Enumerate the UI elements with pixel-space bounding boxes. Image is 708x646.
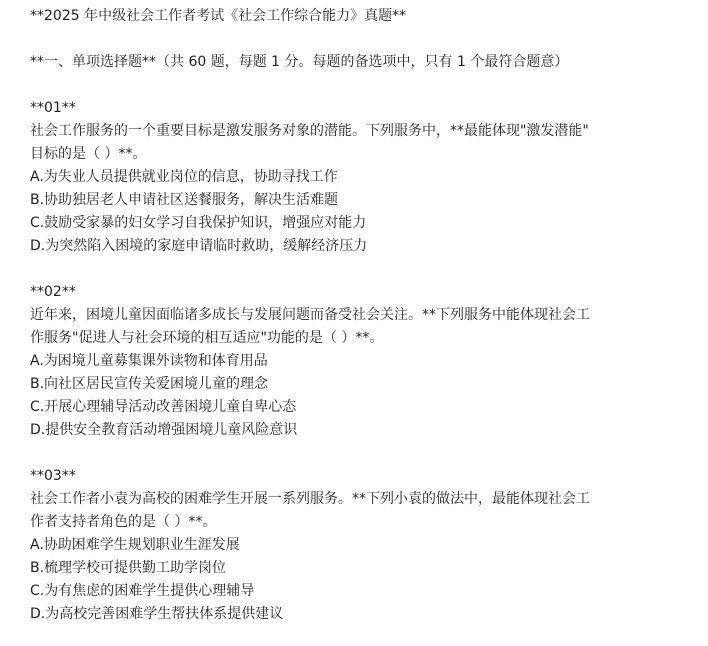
question-stem-line: 社会工作者小袁为高校的困难学生开展一系列服务。**下列小袁的做法中，最能体现社会工 (30, 491, 590, 507)
document-body (30, 5, 670, 626)
blank-line (30, 28, 670, 51)
option-a: A.协助困难学生规划职业生涯发展 (30, 537, 240, 553)
blank-line (30, 74, 670, 97)
question-stem-line: 社会工作服务的一个重要目标是激发服务对象的潜能。下列服务中，**最能体现"激发潜能" (30, 123, 589, 139)
question-stem-line: 目标的是（ ）**。 (30, 146, 147, 162)
question-number: **02** (30, 284, 76, 300)
question-stem-line: 近年来，困境儿童因面临诸多成长与发展问题而备受社会关注。**下列服务中能体现社会工 (30, 307, 590, 323)
blank-line (30, 258, 670, 281)
question-number: **03** (30, 468, 76, 484)
option-c: C.为有焦虑的困难学生提供心理辅导 (30, 583, 255, 599)
option-a: A.为困境儿童募集课外读物和体育用品 (30, 353, 268, 369)
option-d: D.为突然陷入困境的家庭申请临时救助，缓解经济压力 (30, 238, 368, 254)
option-b: B.向社区居民宣传关爱困境儿童的理念 (30, 376, 269, 392)
option-d: D.为高校完善困难学生帮扶体系提供建议 (30, 606, 284, 622)
option-b: B.梳理学校可提供勤工助学岗位 (30, 560, 227, 576)
question-stem-line: 作服务"促进人与社会环境的相互适应"功能的是（ ）**。 (30, 330, 384, 346)
question-number: **01** (30, 100, 76, 116)
option-c: C.鼓励受家暴的妇女学习自我保护知识，增强应对能力 (30, 215, 367, 231)
section-heading: **一、单项选择题**（共 60 题，每题 1 分。每题的备选项中，只有 1 个最符合题意） (30, 54, 569, 70)
option-b: B.协助独居老人申请社区送餐服务，解决生活难题 (30, 192, 339, 208)
option-d: D.提供安全教育活动增强困境儿童风险意识 (30, 422, 298, 438)
blank-line (30, 442, 670, 465)
question-stem-line: 作者支持者角色的是（ ）**。 (30, 514, 217, 530)
option-c: C.开展心理辅导活动改善困境儿童自卑心态 (30, 399, 297, 415)
question-02 (30, 281, 670, 442)
document-title: **2025 年中级社会工作者考试《社会工作综合能力》真题** (30, 8, 407, 24)
question-03 (30, 465, 670, 626)
option-a: A.为失业人员提供就业岗位的信息，协助寻找工作 (30, 169, 338, 185)
question-01 (30, 97, 670, 258)
